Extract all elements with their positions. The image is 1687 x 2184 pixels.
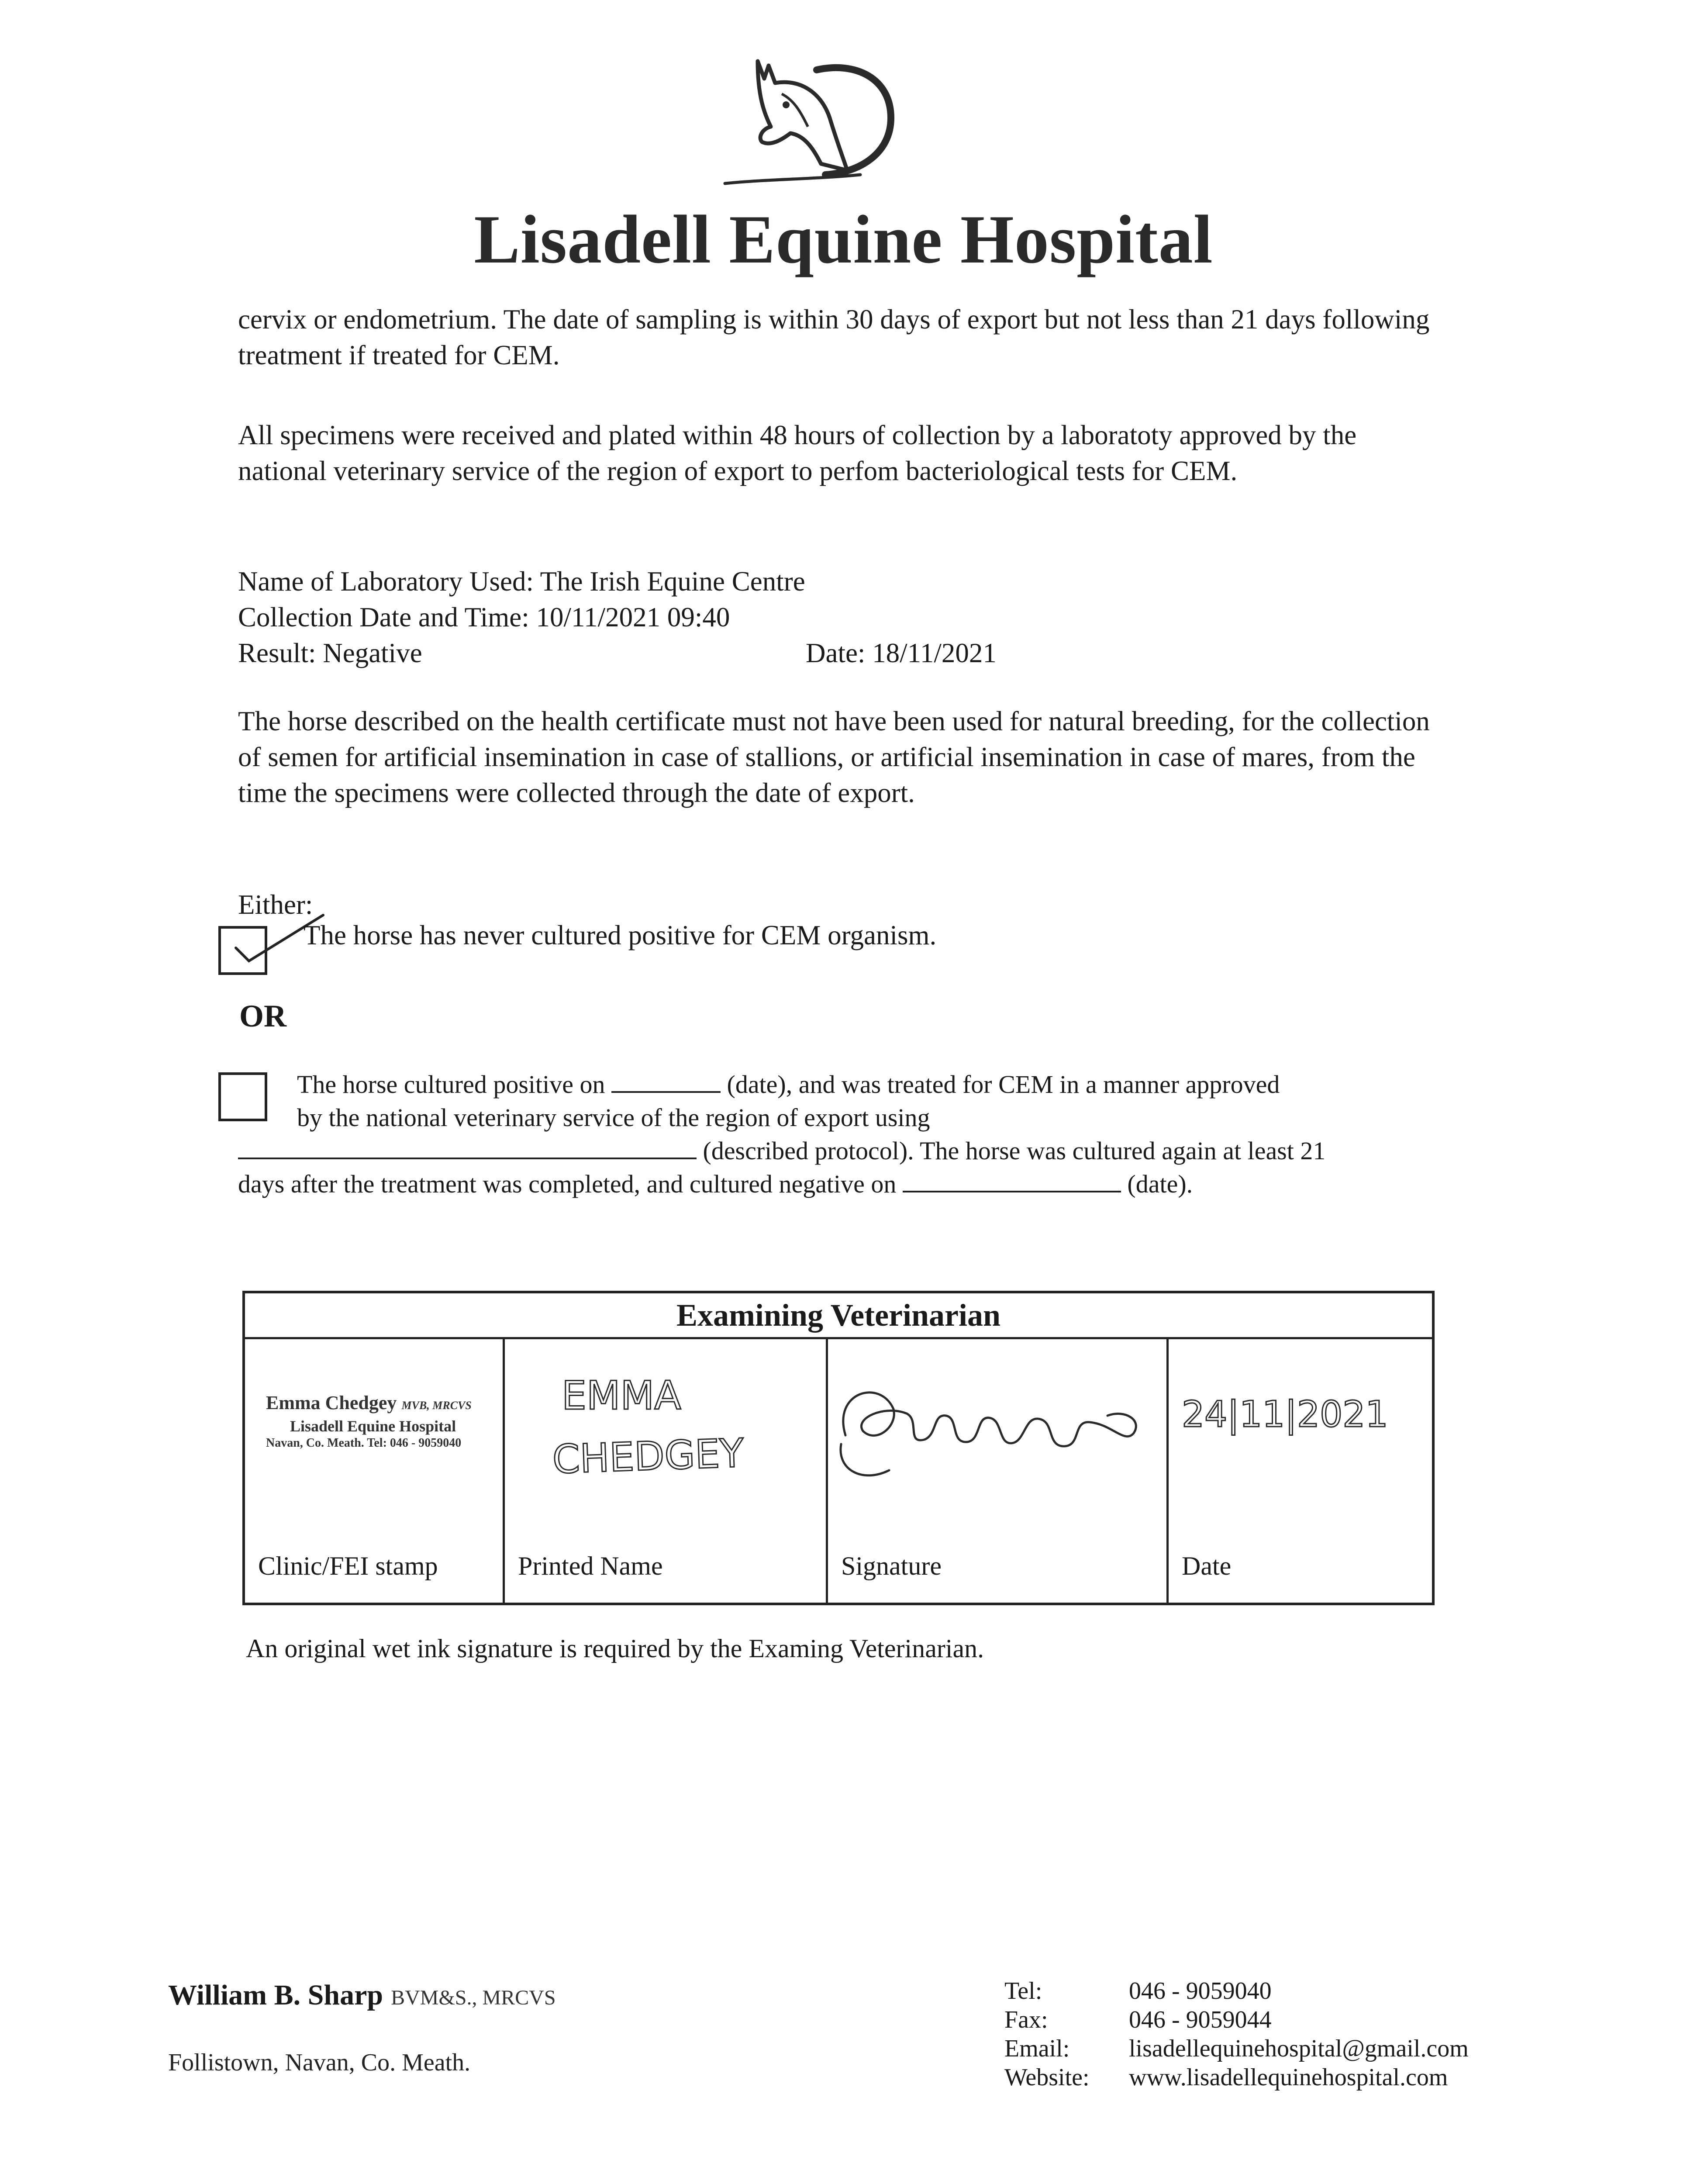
horse-head-logo-icon bbox=[716, 52, 926, 197]
email-link[interactable]: lisadellequinehospital@gmail.com bbox=[1129, 2035, 1469, 2062]
clinic-stamp bbox=[266, 1392, 511, 1451]
test-result: Result: Negative bbox=[238, 638, 422, 668]
stamp-quals: MVB, MRCVS bbox=[401, 1399, 472, 1412]
table-title: Examining Veterinarian bbox=[245, 1293, 1432, 1339]
option2-line3: (described protocol). The horse was cultured again at least 21 bbox=[703, 1137, 1326, 1165]
positive-date-blank[interactable] bbox=[611, 1068, 721, 1093]
option1-text: The horse has never cultured positive for CEM organism. bbox=[304, 920, 937, 950]
contact-label: Website: bbox=[1004, 2064, 1090, 2091]
date-cell bbox=[1169, 1339, 1432, 1605]
contact-value: 046 - 9059044 bbox=[1129, 2006, 1272, 2033]
paragraph-specimens: All specimens were received and plated within 48 hours of collection by a laboratoty approved by the national veterinary service of the region of export to perfom bacteriological tests for CEM. bbox=[238, 420, 1357, 486]
footer-name: William B. Sharp bbox=[168, 1979, 383, 2011]
option2-line2: by the national veterinary service of the region of export using bbox=[297, 1103, 930, 1132]
hospital-name: Lisadell Equine Hospital bbox=[474, 201, 1213, 278]
paragraph-breeding: The horse described on the health certificate must not have been used for natural breeding, for the collection of semen for artificial insemination in case of stallions, or artificial insemination in case of mares, from the time the specimens were collected through the date of export. bbox=[238, 706, 1430, 808]
signature-label: Signature bbox=[841, 1552, 942, 1580]
examining-veterinarian-table bbox=[242, 1291, 1435, 1605]
contact-label: Fax: bbox=[1004, 2006, 1048, 2033]
option2-line1a: The horse cultured positive on bbox=[297, 1070, 605, 1099]
contact-row-email bbox=[1004, 2034, 1572, 2063]
result-date: Date: 18/11/2021 bbox=[806, 638, 997, 668]
stamp-vet-name: Emma Chedgey bbox=[266, 1392, 397, 1413]
option2-line1b: (date), and was treated for CEM in a manner approved bbox=[727, 1070, 1280, 1099]
footer-credentials: BVM&S., MRCVS bbox=[391, 1986, 556, 2009]
negative-date-blank[interactable] bbox=[903, 1168, 1121, 1192]
website-link[interactable]: www.lisadellequinehospital.com bbox=[1129, 2064, 1448, 2091]
collection-datetime: Collection Date and Time: 10/11/2021 09:40 bbox=[238, 602, 730, 632]
handwritten-date-text: 24|11|2021 bbox=[1182, 1394, 1388, 1435]
printed-name-label: Printed Name bbox=[518, 1552, 663, 1580]
wet-ink-note: An original wet ink signature is required by the Examing Veterinarian. bbox=[246, 1634, 984, 1663]
option2-line4b: (date). bbox=[1127, 1170, 1193, 1198]
laboratory-name: Name of Laboratory Used: The Irish Equine Centre bbox=[238, 566, 805, 597]
handwritten-name-line2: CHEDGEY bbox=[552, 1430, 745, 1483]
contact-row-tel bbox=[1004, 1977, 1572, 2005]
option2-checkbox[interactable] bbox=[218, 1072, 267, 1121]
or-label: OR bbox=[239, 999, 286, 1033]
contact-value: 046 - 9059040 bbox=[1129, 1977, 1272, 2004]
protocol-blank[interactable] bbox=[238, 1135, 697, 1159]
signature-cell bbox=[828, 1339, 1169, 1605]
contact-row-website bbox=[1004, 2063, 1572, 2092]
footer-address: Follistown, Navan, Co. Meath. bbox=[168, 2049, 471, 2076]
handwritten-name-line1: EMMA bbox=[562, 1373, 681, 1419]
contact-label: Tel: bbox=[1004, 1977, 1042, 2004]
either-label: Either: bbox=[238, 889, 313, 920]
paragraph-sampling: cervix or endometrium. The date of sampling is within 30 days of export but not less than 21 days following treatment if treated for CEM. bbox=[238, 304, 1430, 370]
footer-vet-name bbox=[168, 1979, 556, 2012]
stamp-label: Clinic/FEI stamp bbox=[258, 1552, 438, 1580]
stamp-cell bbox=[245, 1339, 505, 1605]
date-label: Date bbox=[1182, 1552, 1232, 1580]
option2-line4a: days after the treatment was completed, and cultured negative on bbox=[238, 1170, 897, 1198]
contact-row-fax bbox=[1004, 2005, 1572, 2034]
stamp-clinic: Lisadell Equine Hospital bbox=[290, 1417, 456, 1435]
contact-label: Email: bbox=[1004, 2035, 1070, 2062]
printed-name-cell bbox=[505, 1339, 828, 1605]
stamp-address: Navan, Co. Meath. Tel: 046 - 9059040 bbox=[266, 1436, 462, 1450]
footer-contacts bbox=[1004, 1977, 1572, 2092]
